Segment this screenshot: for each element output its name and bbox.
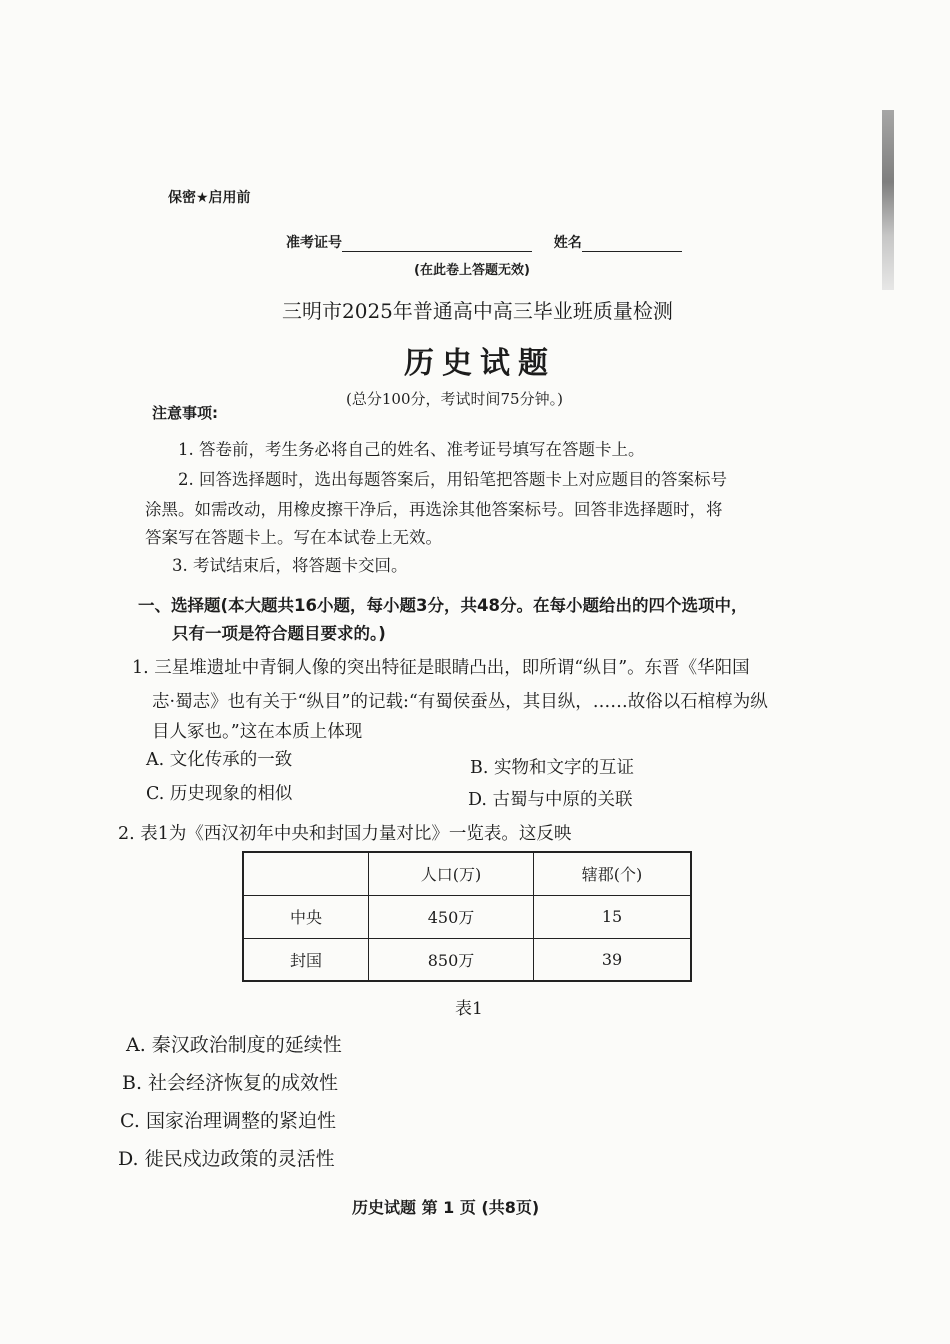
candidate-info-row xyxy=(286,232,682,252)
table-header-cell: 辖郡(个) xyxy=(534,852,692,895)
notice-line-3: 涂黑。如需改动，用橡皮擦干净后，再选涂其他答案标号。回答非选择题时，将 xyxy=(145,500,723,519)
table-header-cell: 人口(万) xyxy=(369,852,534,895)
name-label: 姓名 xyxy=(553,235,582,251)
notice-line-1: 1. 答卷前，考生务必将自己的姓名、准考证号填写在答题卡上。 xyxy=(178,440,645,459)
table-header-row xyxy=(243,852,691,895)
table-cell: 450万 xyxy=(369,895,534,938)
q1-option-d[interactable]: D. 古蜀与中原的关联 xyxy=(468,790,633,810)
section-heading-line-2: 只有一项是符合题目要求的。) xyxy=(172,624,386,643)
table-caption: 表1 xyxy=(455,999,483,1019)
table-row xyxy=(243,895,691,938)
table-row xyxy=(243,938,691,981)
name-blank xyxy=(582,237,682,252)
q1-option-c[interactable]: C. 历史现象的相似 xyxy=(146,784,293,804)
table-cell: 15 xyxy=(534,895,692,938)
notice-heading: 注意事项: xyxy=(152,404,218,422)
table-header-cell xyxy=(243,852,369,895)
invalid-note: (在此卷上答题无效) xyxy=(414,263,530,278)
q2-option-c[interactable]: C. 国家治理调整的紧迫性 xyxy=(120,1110,336,1132)
exam-id-blank xyxy=(342,237,532,252)
q2-table xyxy=(242,851,692,982)
q1-line-2: 志·蜀志》也有关于“纵目”的记载:“有蜀侯蚕丛，其目纵，……故俗以石棺椁为纵 xyxy=(152,692,768,712)
confidential-label: 保密★启用前 xyxy=(168,190,251,206)
exam-id-label: 准考证号 xyxy=(286,235,342,251)
notice-line-5: 3. 考试结束后，将答题卡交回。 xyxy=(172,556,408,575)
subject-title: 历史试题 xyxy=(404,346,556,381)
section-heading-line-1: 一、选择题(本大题共16小题，每小题3分，共48分。在每小题给出的四个选项中， xyxy=(138,596,748,615)
q2-option-b[interactable]: B. 社会经济恢复的成效性 xyxy=(122,1072,339,1094)
q2-option-a[interactable]: A. 秦汉政治制度的延续性 xyxy=(126,1034,342,1056)
q1-option-a[interactable]: A. 文化传承的一致 xyxy=(146,750,293,770)
scan-edge-shadow xyxy=(882,110,894,290)
table-cell: 封国 xyxy=(243,938,369,981)
page-footer: 历史试题 第 1 页 (共8页) xyxy=(352,1198,540,1217)
q1-option-b[interactable]: B. 实物和文字的互证 xyxy=(470,758,634,778)
notice-line-4: 答案写在答题卡上。写在本试卷上无效。 xyxy=(145,528,442,547)
q1-line-1: 1. 三星堆遗址中青铜人像的突出特征是眼睛凸出，即所谓“纵目”。东晋《华阳国 xyxy=(132,658,750,678)
table-cell: 39 xyxy=(534,938,692,981)
q1-line-3: 目人冢也。”这在本质上体现 xyxy=(152,722,363,742)
q2-option-d[interactable]: D. 徙民戍边政策的灵活性 xyxy=(118,1148,335,1170)
table-cell: 850万 xyxy=(369,938,534,981)
exam-name: 三明市2025年普通高中高三毕业班质量检测 xyxy=(282,299,673,323)
table-cell: 中央 xyxy=(243,895,369,938)
q2-stem: 2. 表1为《西汉初年中央和封国力量对比》一览表。这反映 xyxy=(118,824,572,844)
notice-line-2: 2. 回答选择题时，选出每题答案后，用铅笔把答题卡上对应题目的答案标号 xyxy=(178,470,727,489)
exam-meta: (总分100分，考试时间75分钟。) xyxy=(346,390,563,408)
